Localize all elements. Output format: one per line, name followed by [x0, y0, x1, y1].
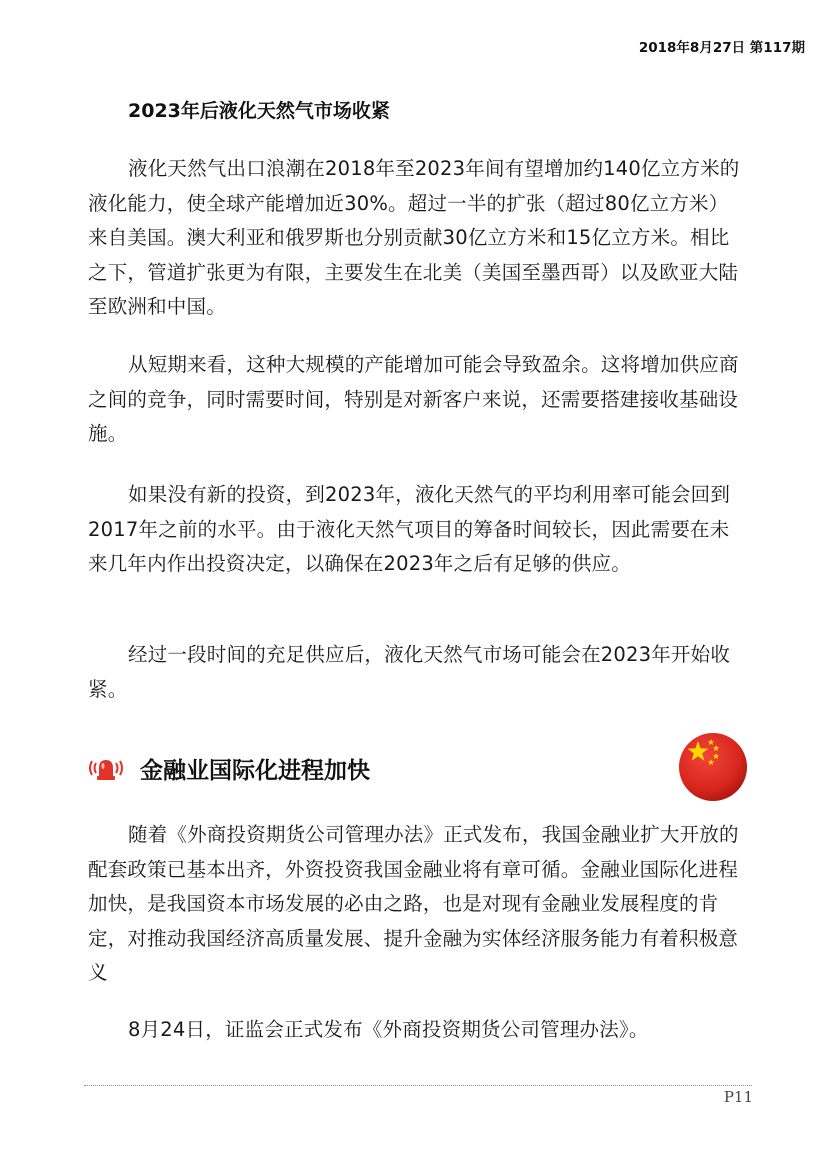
- paragraph: 8月24日，证监会正式发布《外商投资期货公司管理办法》。: [128, 1018, 649, 1041]
- page-number: P11: [723, 1088, 753, 1106]
- alarm-bell-icon: [86, 753, 126, 783]
- issue-date: 2018年8月27日 第117期: [638, 40, 805, 56]
- section-title-finance: 金融业国际化进程加快: [140, 757, 370, 784]
- paragraph: 液化天然气出口浪潮在2018年至2023年间有望增加约140亿立方米的液化能力，使全球产能增加近30%。超过一半的扩张（超过80亿立方米）来自美国。澳大利亚和俄罗斯也分别贡献30亿立方米和15亿立方米。相比之下，管道扩张更为有限，主要发生在北美（美国至墨西哥）以及欧亚大陆至欧洲和中国。: [88, 157, 740, 318]
- china-flag-icon: [678, 732, 748, 802]
- paragraph: 经过一段时间的充足供应后，液化天然气市场可能会在2023年开始收紧。: [88, 643, 731, 701]
- section-title-lng: 2023年后液化天然气市场收紧: [128, 100, 390, 122]
- paragraph: 如果没有新的投资，到2023年，液化天然气的平均利用率可能会回到2017年之前的水平。由于液化天然气项目的筹备时间较长，因此需要在未来几年内作出投资决定，以确保在2023年之后有足够的供应。: [88, 483, 731, 575]
- section-heading-finance: [86, 748, 370, 788]
- paragraph: 随着《外商投资期货公司管理办法》正式发布，我国金融业扩大开放的配套政策已基本出齐，外资投资我国金融业将有章可循。金融业国际化进程加快，是我国资本市场发展的必由之路，也是对现有金融业发展程度的肯定，对推动我国经济高质量发展、提升金融为实体经济服务能力有着积极意义: [88, 823, 739, 984]
- footer-divider: [84, 1085, 752, 1086]
- paragraph: 从短期来看，这种大规模的产能增加可能会导致盈余。这将增加供应商之间的竞争，同时需要时间，特别是对新客户来说，还需要搭建接收基础设施。: [88, 353, 739, 445]
